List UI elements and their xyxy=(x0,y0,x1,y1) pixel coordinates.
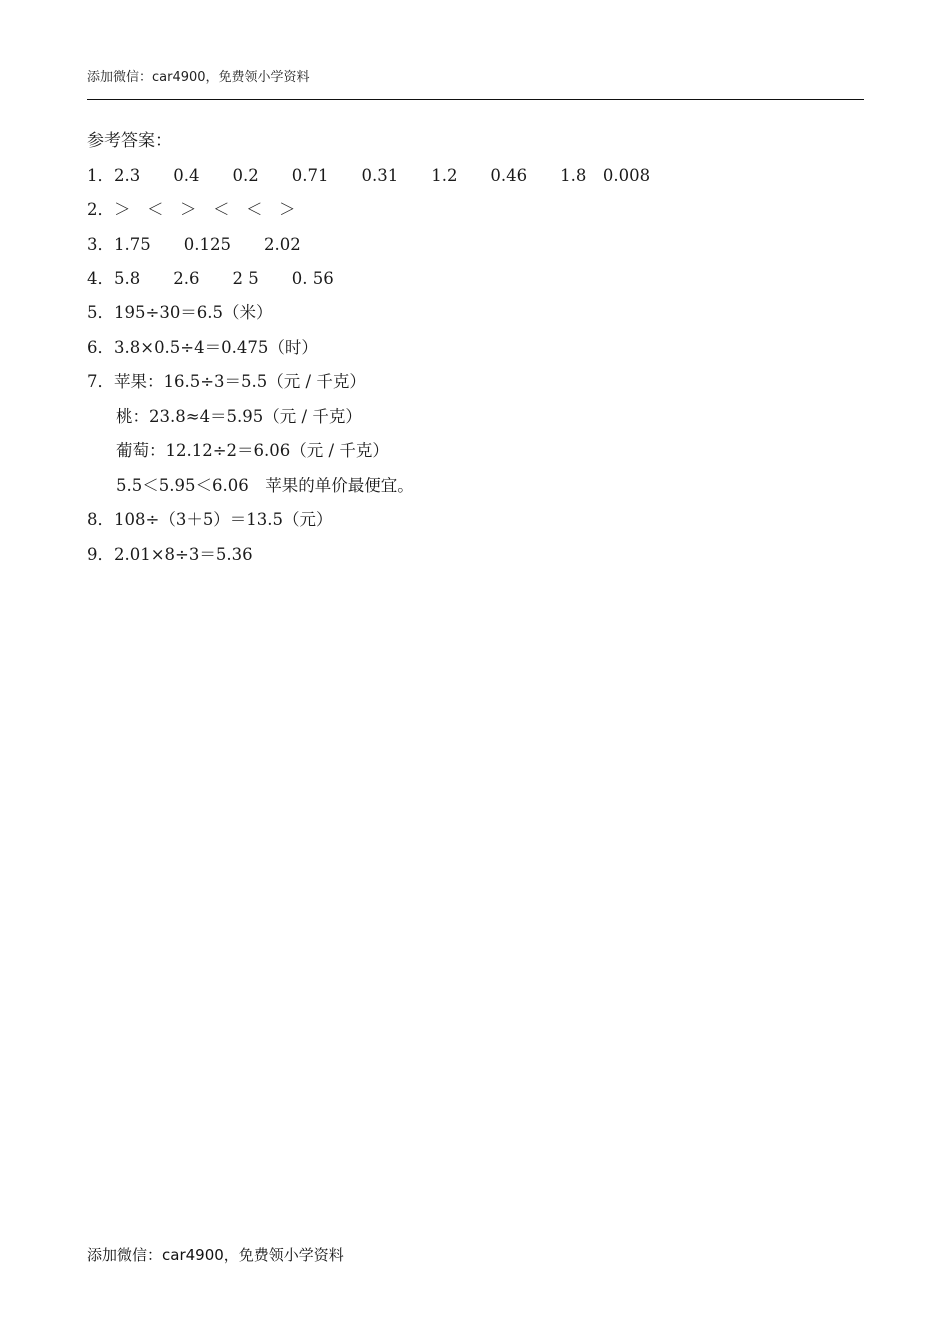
answer-line-5: 5．195÷30＝6.5（米） xyxy=(87,303,273,322)
answer-line-4: 4．5.8 2.6 2 5 0. 56 xyxy=(87,269,334,288)
page-header: 添加微信：car4900，免费领小学资料 xyxy=(87,70,310,85)
answer-line-1: 1．2.3 0.4 0.2 0.71 0.31 1.2 0.46 1.8 0.008 xyxy=(87,166,651,185)
answer-line-7: 7．苹果：16.5÷3＝5.5（元 / 千克） xyxy=(87,372,366,391)
answer-line-2: 2．＞ ＜ ＞ ＜ ＜ ＞ xyxy=(87,200,296,219)
answers-title: 参考答案： xyxy=(87,131,172,151)
answer-line-9: 9．2.01×8÷3＝5.36 xyxy=(87,545,253,564)
answer-line-7-grape: 葡萄：12.12÷2＝6.06（元 / 千克） xyxy=(116,441,389,460)
answer-line-7-conclusion: 5.5＜5.95＜6.06 苹果的单价最便宜。 xyxy=(116,476,414,495)
page-footer: 添加微信：car4900，免费领小学资料 xyxy=(87,1246,344,1264)
answer-line-6: 6．3.8×0.5÷4＝0.475（时） xyxy=(87,338,318,357)
header-divider xyxy=(87,99,864,100)
answer-line-8: 8．108÷（3＋5）＝13.5（元） xyxy=(87,510,333,529)
answer-line-3: 3．1.75 0.125 2.02 xyxy=(87,235,301,254)
answer-line-7-peach: 桃：23.8≈4＝5.95（元 / 千克） xyxy=(116,407,362,426)
